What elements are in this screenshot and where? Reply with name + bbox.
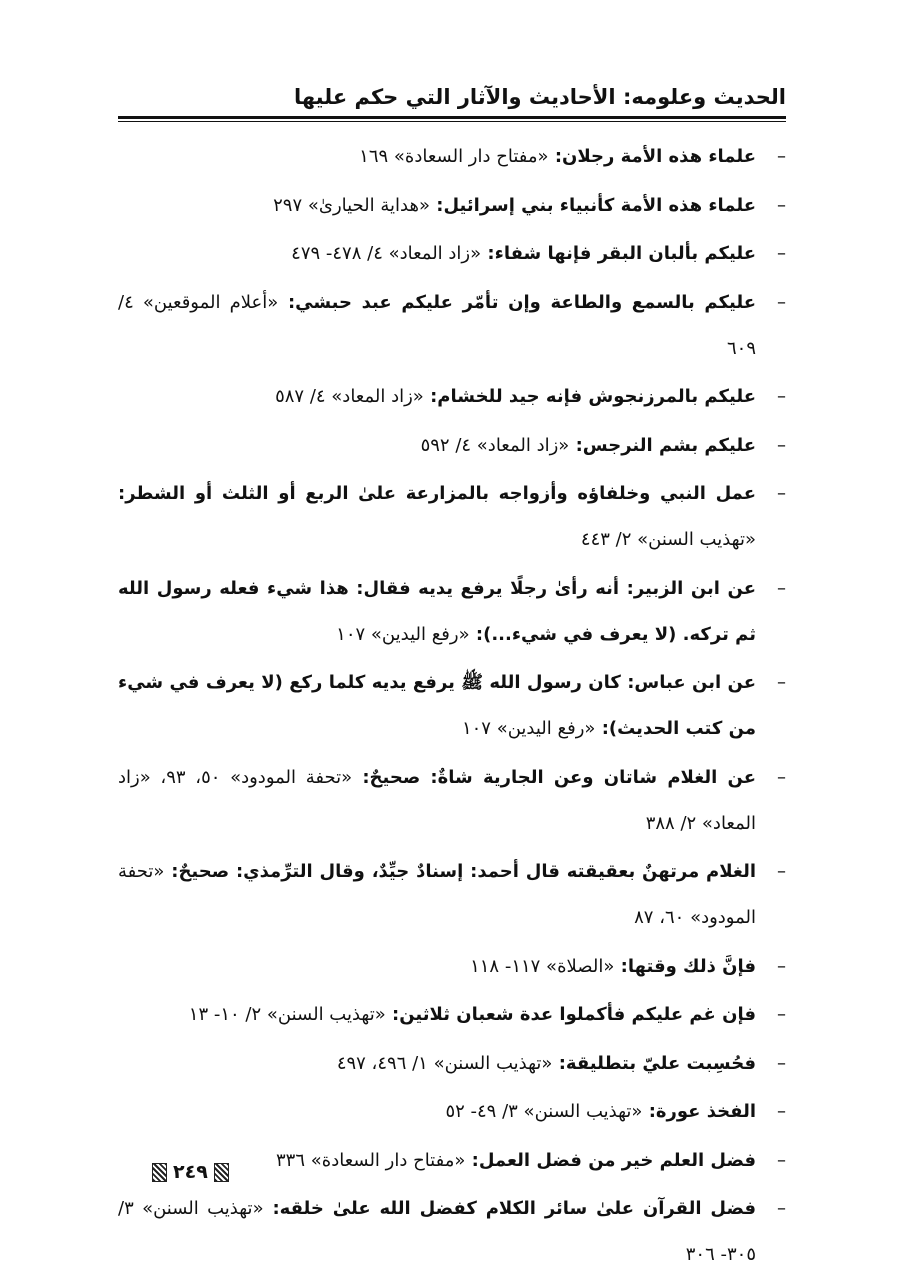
entry-text: عليكم بألبان البقر فإنها شفاء:	[487, 243, 756, 264]
list-item	[118, 374, 786, 420]
dash-bullet: –	[777, 861, 786, 882]
list-item	[118, 1041, 786, 1087]
dash-bullet: –	[777, 1004, 786, 1025]
entry-text: عليكم بالمرزنجوش فإنه جيد للخشام:	[430, 386, 756, 407]
entry-text: الفخذ عورة:	[648, 1101, 756, 1122]
header-rule-thick	[118, 116, 786, 119]
entry-text: عليكم بالسمع والطاعة وإن تأمّر عليكم عبد حبشي:	[287, 291, 756, 313]
header-rule-thin	[118, 121, 786, 122]
dash-bullet: –	[777, 955, 786, 977]
entry-text: علماء هذه الأمة كأنبياء بني إسرائيل:	[436, 194, 756, 216]
entry-text: فإن غم عليكم فأكملوا عدة شعبان ثلاثين:	[392, 1004, 756, 1025]
entry-text: الغلام مرتهنٌ بعقيقته قال أحمد: إسنادٌ جيِّدٌ، وقال الترِّمذي: صحيحٌ:	[171, 861, 756, 882]
entry-source: «تهذيب السنن» ٣/ ٤٩- ٥٢	[445, 1101, 643, 1122]
dash-bullet: –	[777, 1101, 786, 1122]
page-number: ٢٤٩	[173, 1161, 208, 1183]
dash-bullet: –	[777, 146, 786, 167]
dash-bullet: –	[777, 1149, 786, 1171]
dash-bullet: –	[777, 434, 786, 456]
list-item	[118, 423, 786, 469]
entry-text: عمل النبي وخلفاؤه وأزواجه بالمزارعة علىٰ الربع أو الثلث أو الشطر:	[118, 483, 756, 504]
page-folio	[152, 1160, 229, 1184]
list-item	[118, 849, 786, 941]
dash-bullet: –	[777, 1052, 786, 1074]
entry-source: «هداية الحيارىٰ» ٢٩٧	[273, 194, 430, 216]
list-item	[118, 566, 786, 658]
entry-source: «زاد المعاد» ٤/ ٤٧٨- ٤٧٩	[291, 243, 482, 264]
list-item	[118, 231, 786, 277]
list-item	[118, 992, 786, 1038]
dash-bullet: –	[777, 194, 786, 216]
entry-text: فإنَّ ذلك وقتها:	[620, 955, 756, 977]
list-item	[118, 134, 786, 180]
hadith-index-list	[118, 134, 786, 1281]
entry-source: «تهذيب السنن» ٢/ ١٠- ١٣	[188, 1004, 386, 1025]
list-item	[118, 944, 786, 990]
list-item	[118, 280, 786, 372]
dash-bullet: –	[777, 483, 786, 504]
entry-text: عليكم بشم النرجس:	[575, 434, 756, 456]
entry-text: عن الغلام شاتان وعن الجارية شاةٌ: صحيحٌ:	[362, 766, 756, 788]
entry-text: فضل القرآن علىٰ سائر الكلام كفضل الله علىٰ خلقه:	[272, 1198, 756, 1219]
entry-source: «زاد المعاد» ٤/ ٥٨٧	[275, 386, 424, 407]
list-item	[118, 1089, 786, 1135]
entry-text: عن ابن الزبير: أنه رأىٰ رجلًا يرفع يديه فقال: هذا شيء فعله رسول الله ثم تركه. (لا يعرف في شيء...):	[118, 577, 756, 645]
dash-bullet: –	[777, 243, 786, 264]
dash-bullet: –	[777, 386, 786, 407]
running-header	[118, 80, 786, 120]
dash-bullet: –	[777, 672, 786, 693]
list-item	[118, 183, 786, 229]
list-item	[118, 660, 786, 752]
entry-source: «زاد المعاد» ٤/ ٥٩٢	[420, 434, 570, 456]
list-item	[118, 1186, 786, 1278]
entry-source: «تحفة المودود» ٥٠، ٩٣، «زاد المعاد» ٢/ ٣٨٨	[118, 766, 756, 834]
entry-source: «مفتاح دار السعادة» ١٦٩	[359, 146, 549, 167]
entry-source: «رفع اليدين» ١٠٧	[336, 623, 470, 645]
dash-bullet: –	[777, 291, 786, 313]
entry-source: «أعلام الموقعين» ٤/ ٦٠٩	[118, 291, 756, 359]
entry-source: «مفتاح دار السعادة» ٣٣٦	[276, 1149, 466, 1171]
entry-source: «تهذيب السنن» ٣/ ٣٠٥- ٣٠٦	[118, 1198, 756, 1265]
entry-source: «رفع اليدين» ١٠٧	[461, 718, 596, 739]
entry-text: فضل العلم خير من فضل العمل:	[471, 1149, 756, 1171]
square-ornament-icon	[152, 1163, 167, 1182]
dash-bullet: –	[777, 1198, 786, 1219]
square-ornament-icon	[214, 1163, 229, 1182]
dash-bullet: –	[777, 577, 786, 599]
entry-source: «تهذيب السنن» ٢/ ٤٤٣	[580, 529, 756, 550]
list-item	[118, 471, 786, 563]
entry-text: عن ابن عباس: كان رسول الله ﷺ يرفع يديه كلما ركع (لا يعرف في شيء من كتب الحديث):	[118, 672, 756, 739]
entry-source: «تحفة المودود» ٦٠، ٨٧	[118, 861, 756, 928]
entry-source: «الصلاة» ١١٧- ١١٨	[470, 955, 615, 977]
entry-text: فحُسِبت عليّ بتطليقة:	[558, 1052, 756, 1074]
list-item	[118, 755, 786, 847]
entry-text: علماء هذه الأمة رجلان:	[554, 146, 756, 167]
dash-bullet: –	[777, 766, 786, 788]
entry-source: «تهذيب السنن» ١/ ٤٩٦، ٤٩٧	[336, 1052, 553, 1074]
page-title: الحديث وعلومه: الأحاديث والآثار التي حكم عليها	[293, 85, 786, 109]
